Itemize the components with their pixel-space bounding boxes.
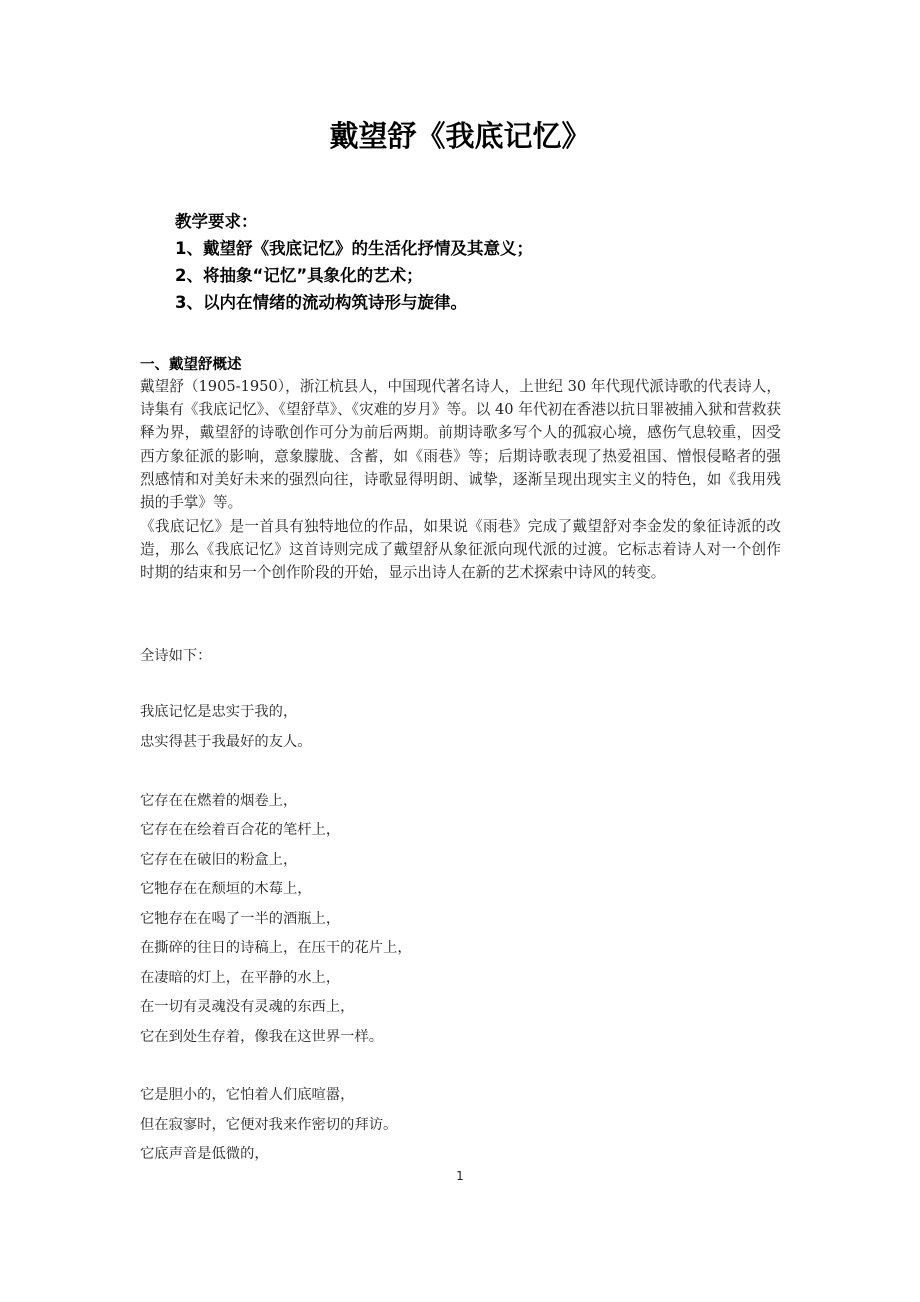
work-paragraph: 《我底记忆》是一首具有独特地位的作品，如果说《雨巷》完成了戴望舒对李金发的象征诗派的改造，那么《我底记忆》这首诗则完成了戴望舒从象征派向现代派的过渡。它标志着诗人对一个创作时期的结束和另一个创作阶段的开始，显示出诗人在新的艺术探索中诗风的转变。	[140, 518, 781, 582]
poem-line: 它是胆小的，它怕着人们底喧嚣，	[140, 1087, 355, 1103]
poem-line: 它存在在燃着的烟卷上，	[140, 793, 298, 809]
poem-line: 它牠存在在喝了一半的酒瓶上，	[140, 911, 341, 927]
requirements-heading: 教学要求：	[175, 212, 258, 231]
document-title: 戴望舒《我底记忆》	[329, 119, 591, 153]
poem-line: 忠实得甚于我最好的友人。	[140, 734, 312, 750]
teaching-requirements	[175, 208, 533, 316]
poem-line: 在一切有灵魂没有灵魂的东西上，	[140, 999, 355, 1015]
poem-line: 我底记忆是忠实于我的，	[140, 704, 298, 720]
poem-line: 它底声音是低微的，	[140, 1146, 269, 1162]
poem-intro: 全诗如下：	[140, 648, 212, 664]
poem-line: 但在寂寥时，它便对我来作密切的拜访。	[140, 1117, 398, 1133]
requirement-item: 3、以内在情绪的流动构筑诗形与旋律。	[175, 293, 467, 312]
poem-line: 在撕碎的往日的诗稿上，在压干的花片上，	[140, 940, 412, 956]
poem-line: 它存在在绘着百合花的笔杆上，	[140, 822, 341, 838]
requirement-item: 1、戴望舒《我底记忆》的生活化抒情及其意义；	[175, 239, 533, 258]
poem-line: 它在到处生存着，像我在这世界一样。	[140, 1029, 384, 1045]
poem-line: 在凄暗的灯上，在平静的水上，	[140, 970, 341, 986]
poem-line: 它牠存在在颓垣的木莓上，	[140, 881, 312, 897]
requirement-item: 2、将抽象“记忆”具象化的艺术；	[175, 266, 423, 285]
page-number: 1	[456, 1169, 464, 1183]
poem-line: 它存在在破旧的粉盒上，	[140, 852, 298, 868]
overview-paragraph: 戴望舒（1905-1950），浙江杭县人，中国现代著名诗人，上世纪 30 年代现代派诗歌的代表诗人，诗集有《我底记忆》、《望舒草》、《灾难的岁月》等。以 40 年代初在香港以抗日罪被捕入狱和营救获释为界，戴望舒的诗歌创作可分为前后两期。前期诗歌多写个人的孤寂心境，感伤气息较重，因受西方象征派的影响，意象朦胧、含蓄，如《雨巷》等；后期诗歌表现了热爱祖国、憎恨侵略者的强烈感情和对美好未来的强烈向往，诗歌显得明朗、诚挚，逐渐呈现出现实主义的特色，如《我用残损的手掌》等。	[140, 378, 781, 512]
section-heading: 一、戴望舒概述	[140, 357, 242, 373]
